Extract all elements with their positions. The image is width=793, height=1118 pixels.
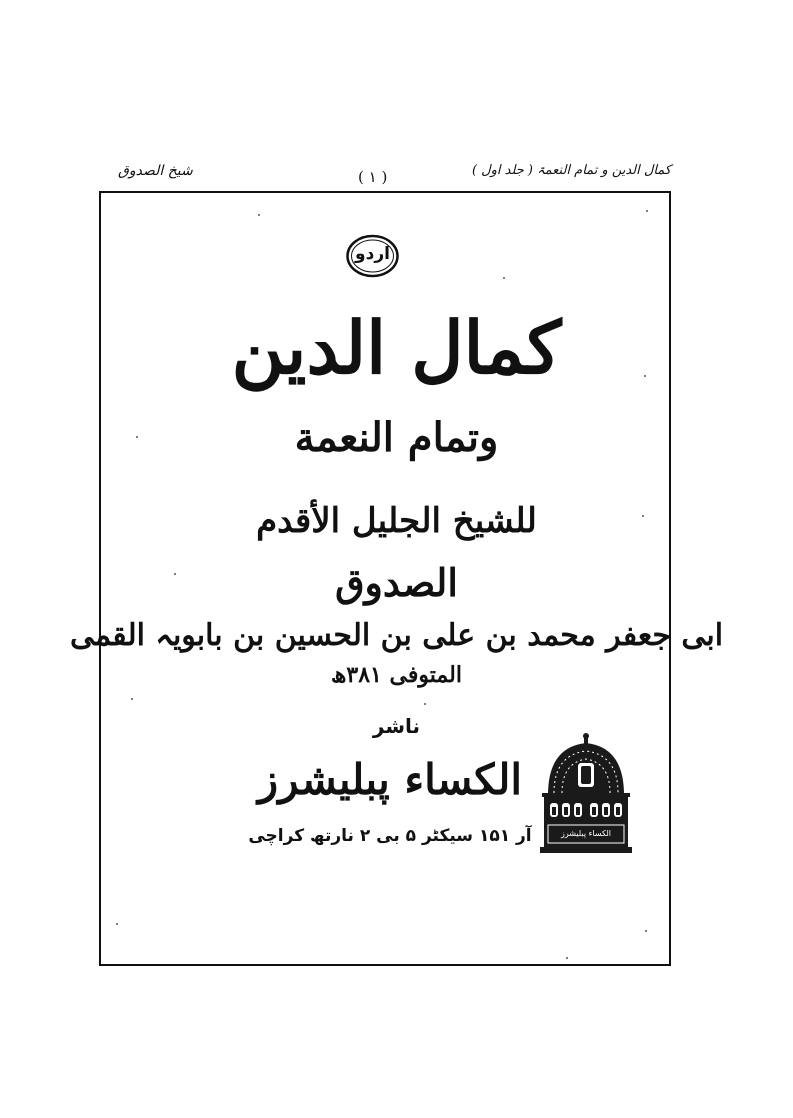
scan-speck	[566, 957, 568, 959]
scan-speck	[174, 573, 176, 575]
language-badge-label: اردو	[355, 244, 390, 264]
publisher-label: ناشر	[372, 714, 421, 738]
author-death-year: المتوفی ۳۸۱ھ	[331, 662, 462, 688]
scan-speck	[136, 436, 138, 438]
publisher-address: آر ۱۵۱ سیکٹر ۵ بی ۲ نارتھ کراچی	[248, 826, 532, 846]
page-number: ( ۱ )	[358, 168, 388, 186]
language-badge	[345, 232, 400, 280]
scan-speck	[131, 698, 133, 700]
scan-speck	[645, 930, 647, 932]
scan-speck	[644, 375, 646, 377]
scan-speck	[258, 214, 260, 216]
scan-speck	[646, 210, 648, 212]
running-header-author: شیخ الصدوق	[118, 163, 193, 179]
logo-caption: الکساء پبلیشرز	[560, 829, 612, 838]
scan-speck	[642, 515, 644, 517]
scan-speck	[424, 703, 426, 705]
scan-speck	[116, 923, 118, 925]
author-full-name: ابی جعفر محمد بن علی بن الحسین بن بابویہ القمی	[69, 618, 724, 653]
publisher-name: الکساء پبلیشرز	[257, 755, 523, 804]
book-title: کمال الدین	[231, 305, 562, 390]
book-subtitle: وتمام النعمة	[294, 414, 499, 461]
author-title: الصدوق	[335, 560, 458, 605]
scan-speck	[503, 277, 505, 279]
running-header-book-title: کمال الدین و تمام النعمۃ ( جلد اول )	[471, 163, 671, 178]
author-honorific: للشیخ الجلیل الأقدم	[256, 501, 537, 541]
